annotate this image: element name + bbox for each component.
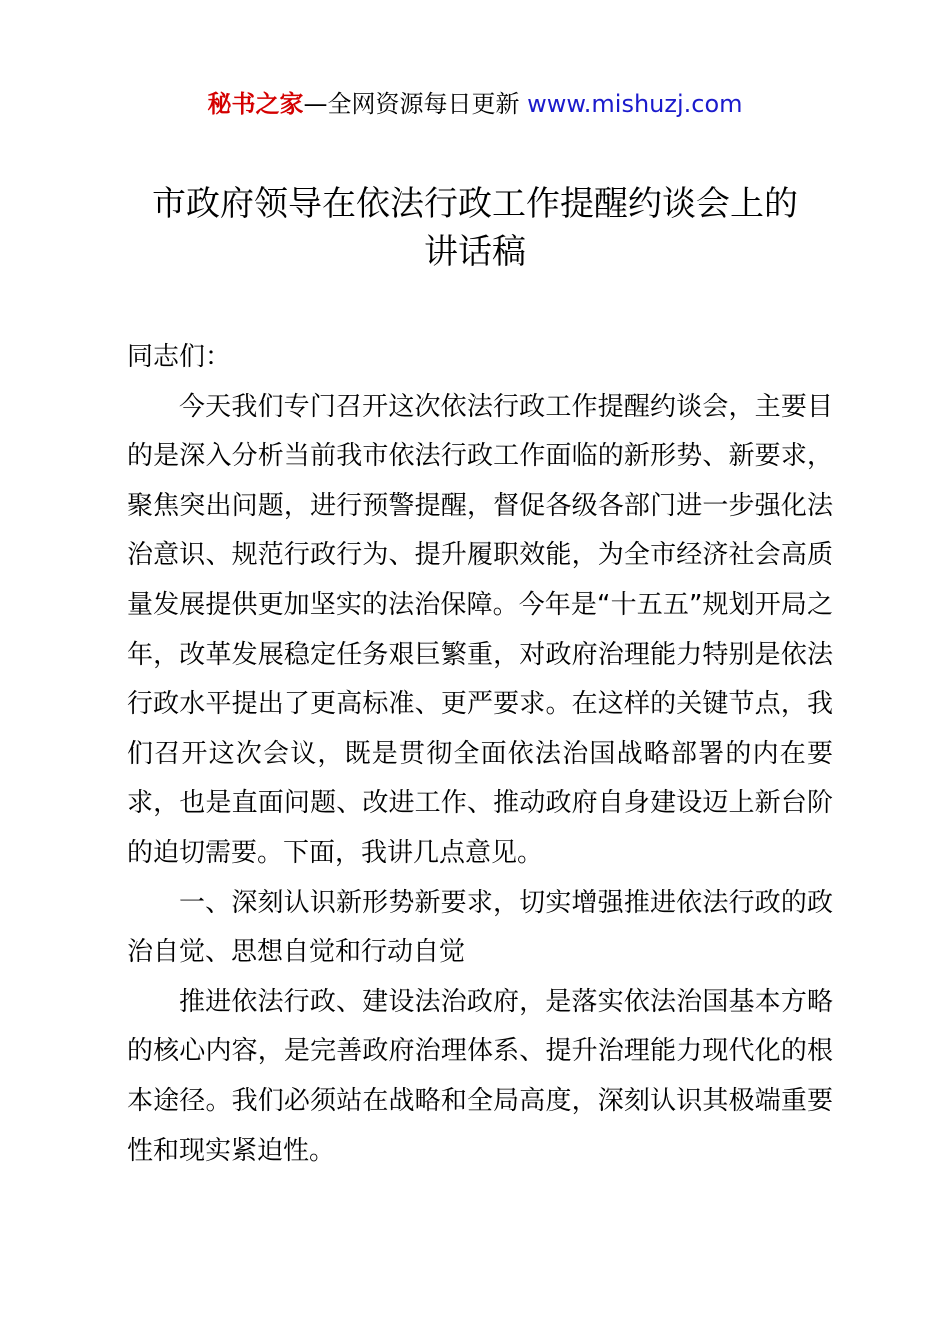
title-line-2: 讲话稿 — [424, 232, 526, 272]
site-header — [0, 86, 950, 122]
salutation: 同志们： — [127, 342, 232, 372]
site-url-link[interactable]: www.mishuzj.com — [527, 90, 743, 118]
paragraph-intro: 今天我们专门召开这次依法行政工作提醒约谈会，主要目的是深入分析当前我市依法行政工作面临的新形势、新要求，聚焦突出问题，进行预警提醒，督促各级各部门进一步强化法治意识、规范行政行为、提升履职效能，为全市经济社会高质量发展提供更加坚实的法治保障。今年是“十五五”规划开局之年，改革发展稳定任务艰巨繁重，对政府治理能力特别是依法行政水平提出了更高标准、更严要求。在这样的关键节点，我们召开这次会议，既是贯彻全面依法治国战略部署的内在要求，也是直面问题、改进工作、推动政府自身建设迈上新台阶的迫切需要。下面，我讲几点意见。 — [127, 391, 833, 868]
section-heading-1: 一、深刻认识新形势新要求，切实增强推进依法行政的政治自觉、思想自觉和行动自觉 — [127, 887, 833, 968]
site-tagline: —全网资源每日更新 — [303, 90, 520, 118]
document-title — [120, 180, 830, 276]
title-line-1: 市政府领导在依法行政工作提醒约谈会上的 — [152, 184, 798, 224]
site-brand: 秘书之家 — [207, 90, 304, 118]
paragraph-section-1: 推进依法行政、建设法治政府，是落实依法治国基本方略的核心内容，是完善政府治理体系、提升治理能力现代化的根本途径。我们必须站在战略和全局高度，深刻认识其极端重要性和现实紧迫性。 — [127, 986, 833, 1166]
document-body — [127, 333, 833, 1176]
